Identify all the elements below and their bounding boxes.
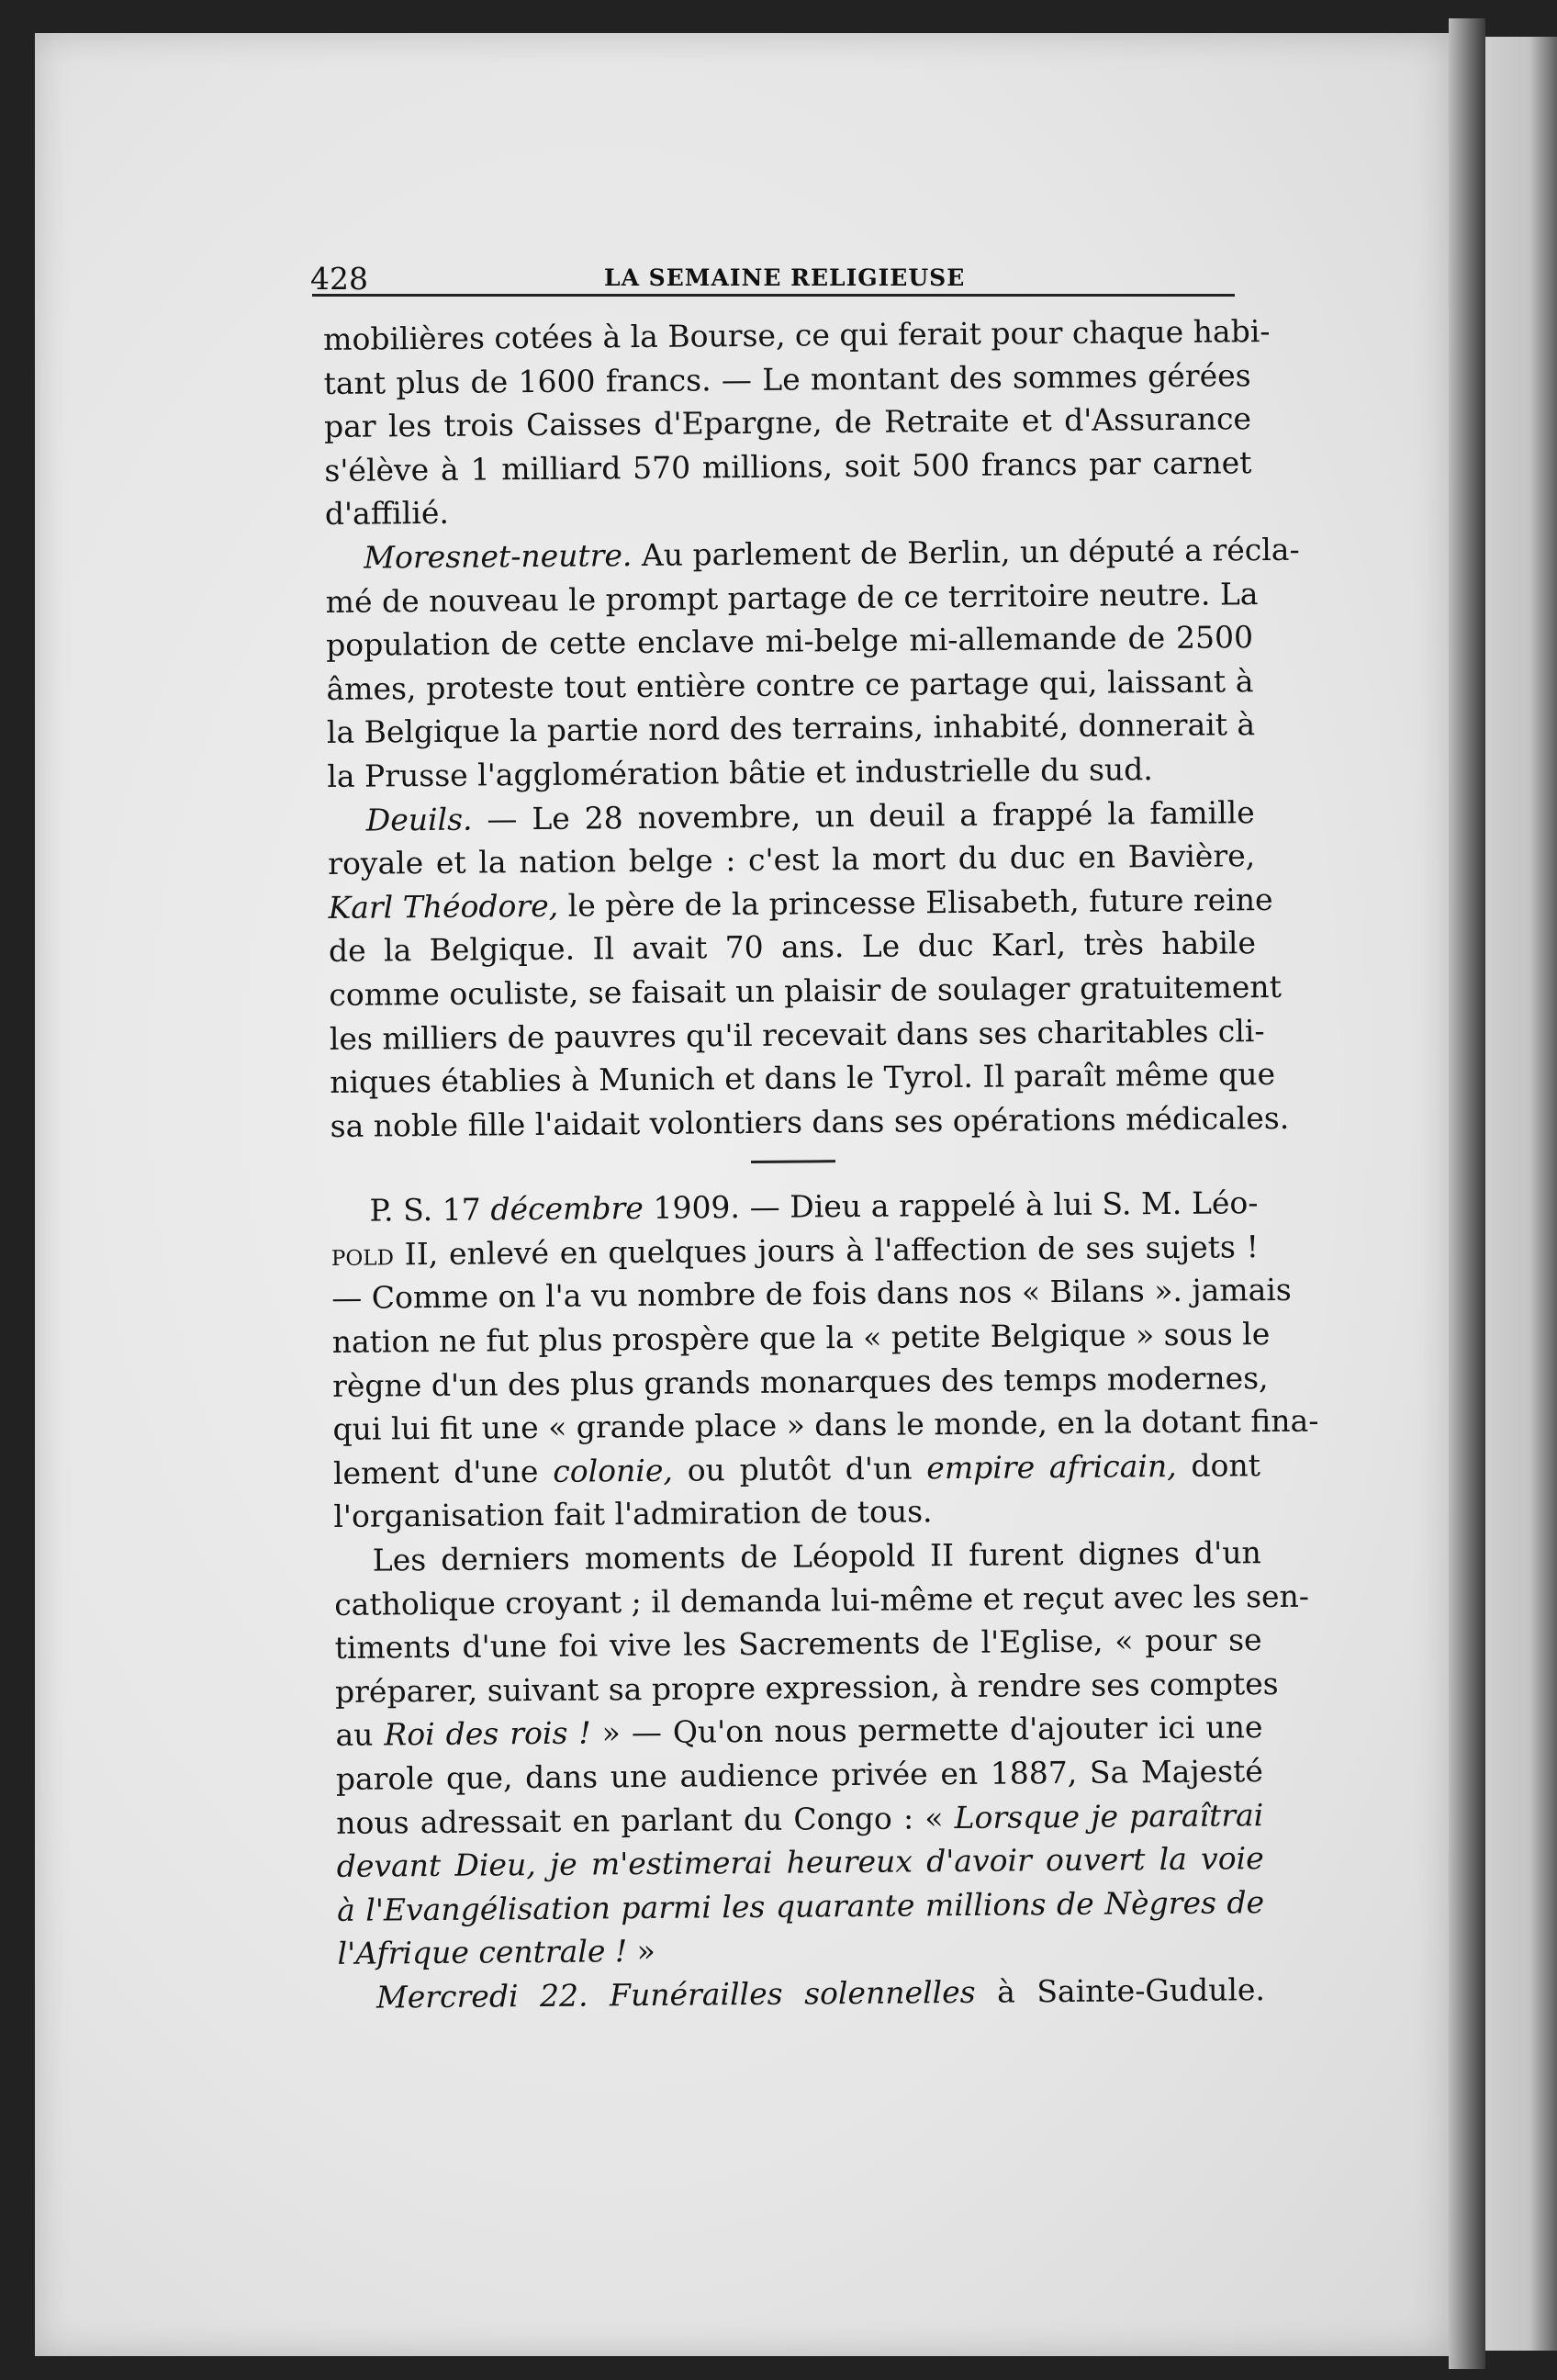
text-line: P. S. 17 décembre 1909. — Dieu a rappelé à lui S. M. Léo- (369, 1184, 1259, 1229)
text-line: règne d'un des plus grands monarques des temps modernes, (331, 1359, 1269, 1404)
text-line: qui lui fit une « grande place » dans le monde, en la dotant fina- (332, 1402, 1319, 1448)
running-title: LA SEMAINE RELIGIEUSE (604, 264, 966, 291)
text-line: Les derniers moments de Léopold II furent dignes d'un (372, 1534, 1261, 1578)
paragraph-savings (323, 309, 1271, 536)
book-gutter (1449, 18, 1485, 2369)
text-line: mé de nouveau le prompt partage de ce territoire neutre. La (325, 575, 1259, 620)
section-lead: Deuils. (365, 801, 473, 838)
text-line: Moresnet-neutre. Au parlement de Berlin, un député a récla- (364, 531, 1300, 576)
text-line: préparer, suivant sa propre expression, à rendre ses comptes (334, 1665, 1279, 1710)
text-line: nation ne fut plus prospère que la « petite Belgique » sous le (331, 1316, 1271, 1361)
text-line: royale et la nation belge : c'est la mort du duc en Bavière, (328, 837, 1256, 882)
text-line: niques établies à Munich et dans le Tyrol. Il paraît même que (330, 1056, 1276, 1101)
section-lead: Moresnet-neutre. (364, 537, 633, 576)
paragraph-moresnet (325, 528, 1300, 798)
paragraph-funerals (338, 1968, 1265, 2019)
page-number: 428 (310, 261, 368, 297)
text-line: Deuils. — Le 28 novembre, un deuil a frappé la famille (365, 793, 1255, 838)
text-line: Karl Théodore, le père de la princesse Elisabeth, future reine (328, 881, 1273, 926)
paragraph-deuils (328, 791, 1290, 1149)
text-line: les milliers de pauvres qu'il recevait dans ses charitables cli- (329, 1012, 1265, 1057)
text-line: de la Belgique. Il avait 70 ans. Le duc Karl, très habile (328, 925, 1257, 970)
text-line: au Roi des rois ! » — Qu'on nous permette d'ajouter ici une (335, 1709, 1263, 1754)
section-separator (751, 1160, 835, 1163)
text-line: à l'Evangélisation parmi les quarante millions de Nègres de (336, 1883, 1265, 1928)
text-line: parole que, dans une audience privée en 1887, Sa Majesté (335, 1753, 1264, 1797)
text-line: tant plus de 1600 francs. — Le montant des sommes gérées (323, 356, 1251, 401)
text-line: la Prusse l'agglomération bâtie et industrielle du sud. (327, 751, 1153, 794)
header-rule (312, 294, 1235, 297)
facing-page-edge (1485, 37, 1557, 2351)
text-line: âmes, proteste tout entière contre ce partage qui, laissant à (326, 662, 1254, 707)
text-line: comme oculiste, se faisait un plaisir de soulager gratuitement (329, 968, 1283, 1013)
paragraph-last-moments (334, 1531, 1310, 1976)
paragraph-postscript (330, 1181, 1319, 1539)
text-line: lement d'une colonie, ou plutôt d'un empire africain, dont (332, 1446, 1261, 1491)
text-line: l'Afrique centrale ! » (337, 1933, 656, 1972)
text-line: population de cette enclave mi-belge mi-allemande de 2500 (325, 619, 1254, 664)
text-line: mobilières cotées à la Bourse, ce qui ferait pour chaque habi- (323, 313, 1271, 357)
text-line: par les trois Caisses d'Epargne, de Retraite et d'Assurance (323, 400, 1252, 445)
text-line: sa noble fille l'aidait volontiers dans ses opérations médicales. (330, 1099, 1290, 1144)
text-line: pold II, enlevé en quelques jours à l'affection de ses sujets ! (330, 1229, 1260, 1273)
body-text (323, 309, 1319, 2019)
text-line: Mercredi 22. Funérailles solennelles à Sainte-Gudule. (375, 1971, 1266, 2015)
text-line: devant Dieu, je m'estimerai heureux d'avoir ouvert la voie (336, 1840, 1264, 1885)
text-line: catholique croyant ; il demanda lui-même et reçut avec les sen- (334, 1577, 1310, 1622)
text-line: nous adressait en parlant du Congo : « Lorsque je paraîtrai (336, 1796, 1264, 1841)
text-line: timents d'une foi vive les Sacrements de l'Eglise, « pour se (334, 1622, 1262, 1667)
text-line: la Belgique la partie nord des terrains, inhabité, donnerait à (326, 706, 1256, 751)
text-line: d'affilié. (324, 495, 450, 533)
text-line: — Comme on l'a vu nombre de fois dans nos « Bilans ». jamais (331, 1272, 1292, 1317)
text-line: l'organisation fait l'admiration de tous. (333, 1493, 933, 1535)
text-line: s'élève à 1 milliard 570 millions, soit 500 francs par carnet (324, 443, 1252, 488)
